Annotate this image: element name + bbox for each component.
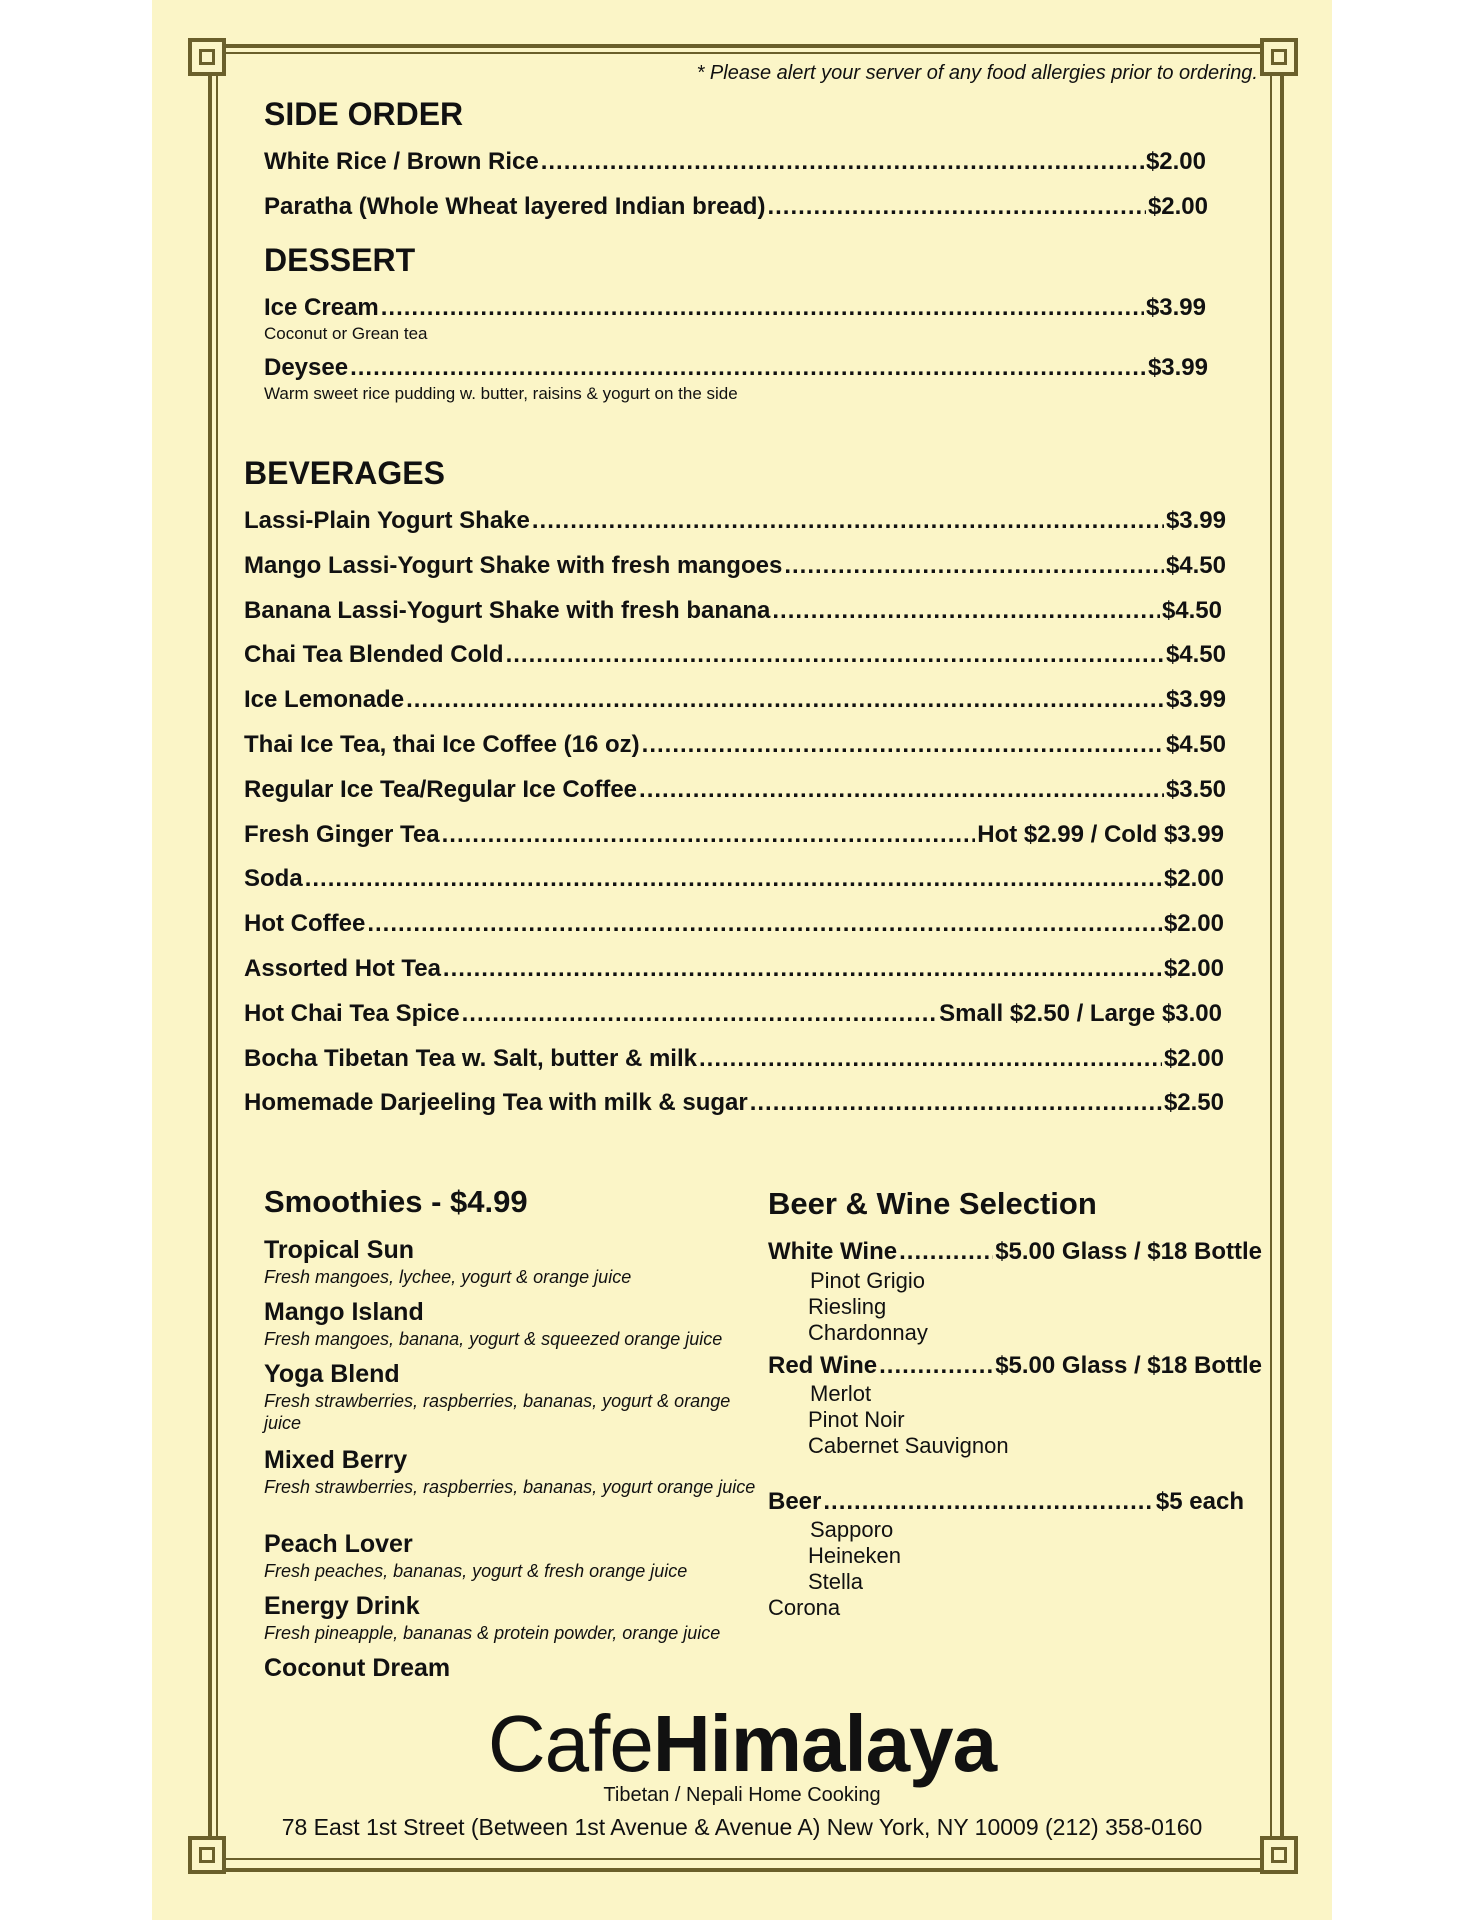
item-price: Hot $2.99 / Cold $3.99	[977, 820, 1224, 848]
smoothie-description: Fresh peaches, bananas, yogurt & fresh orange juice	[264, 1561, 688, 1581]
item-price: $2.00	[1147, 193, 1208, 220]
wine-item: Riesling	[808, 1294, 887, 1319]
item-name: Fresh Ginger Tea	[244, 820, 440, 848]
beverage-row	[244, 1000, 1222, 1028]
smoothie-description: Fresh pineapple, bananas & protein powder, orange juice	[264, 1623, 721, 1643]
beverage-row	[244, 821, 1224, 849]
beer-row	[768, 1488, 1244, 1516]
menu-item-row	[264, 148, 1206, 176]
beer-wine-title: Beer & Wine Selection	[768, 1186, 1097, 1221]
wine-item: Pinot Grigio	[810, 1268, 925, 1293]
item-name: Beer	[768, 1488, 822, 1515]
smoothie-name: Mixed Berry	[264, 1446, 408, 1474]
item-price: Small $2.50 / Large $3.00	[939, 999, 1222, 1027]
menu-item-row	[264, 354, 1208, 382]
beverage-row	[244, 597, 1222, 625]
dot-leader	[541, 148, 1144, 176]
beverage-row	[244, 1089, 1224, 1117]
beverage-row	[244, 1045, 1224, 1073]
dot-leader	[767, 193, 1146, 221]
item-price: $3.99	[1147, 354, 1208, 381]
item-name: Red Wine	[768, 1352, 878, 1379]
item-name: White Rice / Brown Rice	[264, 148, 539, 175]
item-name: Regular Ice Tea/Regular Ice Coffee	[244, 775, 638, 803]
item-price: $2.00	[1163, 865, 1224, 893]
beverage-row	[244, 955, 1224, 983]
item-name: Assorted Hot Tea	[244, 955, 441, 982]
item-name: Hot Chai Tea Spice	[244, 999, 460, 1027]
menu-item-row	[264, 294, 1206, 322]
logo-bold-text: Himalaya	[652, 1699, 997, 1788]
menu-page	[152, 0, 1332, 1920]
dot-leader	[350, 354, 1146, 382]
dot-leader	[506, 641, 1164, 669]
item-price: $3.50	[1165, 775, 1226, 803]
wine-item: Pinot Noir	[808, 1407, 905, 1432]
dessert-title: DESSERT	[264, 242, 416, 278]
beverage-row	[244, 910, 1224, 938]
item-name: Hot Coffee	[244, 910, 366, 938]
dot-leader	[772, 597, 1160, 625]
beverage-row	[244, 641, 1226, 669]
item-price: $5.00 Glass / $18 Bottle	[995, 1352, 1262, 1379]
dot-leader	[367, 910, 1162, 938]
dot-leader	[784, 552, 1164, 580]
dot-leader	[406, 686, 1164, 714]
item-price: $5 each	[1155, 1488, 1244, 1515]
red-wine-row	[768, 1352, 1262, 1380]
dot-leader	[381, 294, 1144, 322]
item-price: $3.99	[1165, 507, 1226, 534]
smoothie-description: Fresh strawberries, raspberries, bananas, yogurt orange juice	[264, 1477, 756, 1497]
corner-ornament-top-left	[188, 38, 226, 76]
item-price: $4.50	[1165, 641, 1226, 669]
item-price: $2.00	[1163, 1044, 1224, 1072]
dot-leader	[823, 1488, 1154, 1516]
smoothie-name: Energy Drink	[264, 1592, 420, 1620]
item-name: Banana Lassi-Yogurt Shake with fresh banana	[244, 596, 771, 624]
dot-leader	[899, 1238, 993, 1266]
beverage-row	[244, 686, 1226, 714]
wine-item: Cabernet Sauvignon	[808, 1433, 1009, 1458]
item-name: Chai Tea Blended Cold	[244, 641, 504, 669]
corner-ornament-bottom-left	[188, 1836, 226, 1874]
white-wine-row	[768, 1238, 1262, 1266]
cafe-himalaya-logo	[152, 1698, 1332, 1790]
item-name: Soda	[244, 865, 303, 893]
corner-ornament-top-right	[1260, 38, 1298, 76]
item-price: $4.50	[1165, 731, 1226, 758]
beer-item: Heineken	[808, 1543, 901, 1568]
smoothie-name: Tropical Sun	[264, 1236, 415, 1264]
item-description: Warm sweet rice pudding w. butter, raisins & yogurt on the side	[264, 384, 738, 403]
item-description: Coconut or Grean tea	[264, 324, 428, 343]
menu-item-row	[264, 193, 1208, 221]
dot-leader	[532, 507, 1164, 535]
beer-item: Stella	[808, 1569, 864, 1594]
item-price: $4.50	[1161, 596, 1222, 624]
item-price: $5.00 Glass / $18 Bottle	[995, 1238, 1262, 1265]
item-price: $2.00	[1163, 955, 1224, 982]
item-name: White Wine	[768, 1238, 898, 1265]
item-name: Homemade Darjeeling Tea with milk & sugar	[244, 1089, 748, 1117]
dot-leader	[639, 776, 1164, 804]
item-name: Mango Lassi-Yogurt Shake with fresh mangoes	[244, 551, 783, 579]
dot-leader	[879, 1352, 993, 1380]
beer-item: Sapporo	[810, 1517, 894, 1542]
smoothie-name: Coconut Dream	[264, 1654, 451, 1682]
item-name: Bocha Tibetan Tea w. Salt, butter & milk	[244, 1044, 697, 1072]
dot-leader	[305, 865, 1162, 893]
side-order-title: SIDE ORDER	[264, 96, 464, 132]
item-price: $3.99	[1165, 686, 1226, 714]
item-name: Lassi-Plain Yogurt Shake	[244, 507, 530, 534]
dot-leader	[462, 1000, 938, 1028]
beverage-row	[244, 507, 1226, 535]
item-name: Ice Lemonade	[244, 686, 405, 714]
corner-ornament-bottom-right	[1260, 1836, 1298, 1874]
beverage-row	[244, 552, 1226, 580]
item-price: $3.99	[1145, 294, 1206, 321]
logo-light-text: Cafe	[487, 1699, 653, 1788]
dot-leader	[443, 955, 1162, 983]
allergy-note: * Please alert your server of any food allergies prior to ordering.	[696, 62, 1258, 84]
dot-leader	[699, 1045, 1162, 1073]
smoothie-description: Fresh strawberries, raspberries, bananas, yogurt & orange juice	[264, 1391, 731, 1433]
beverage-row	[244, 865, 1224, 893]
beer-item: Corona	[768, 1595, 841, 1620]
item-price: $2.50	[1163, 1089, 1224, 1117]
smoothies-title: Smoothies - $4.99	[264, 1184, 528, 1219]
beverage-row	[244, 776, 1226, 804]
smoothie-name: Yoga Blend	[264, 1360, 400, 1388]
item-name: Deysee	[264, 354, 349, 381]
smoothie-description: Fresh mangoes, banana, yogurt & squeezed orange juice	[264, 1329, 723, 1349]
address: 78 East 1st Street (Between 1st Avenue & Avenue A) New York, NY 10009 (212) 358-0160	[281, 1814, 1203, 1840]
item-price: $4.50	[1165, 551, 1226, 579]
item-name: Paratha (Whole Wheat layered Indian bread)	[264, 193, 766, 220]
smoothie-name: Peach Lover	[264, 1530, 413, 1558]
dot-leader	[442, 821, 976, 849]
item-price: $2.00	[1163, 910, 1224, 938]
smoothie-name: Mango Island	[264, 1298, 424, 1326]
smoothie-description: Fresh mangoes, lychee, yogurt & orange juice	[264, 1267, 632, 1287]
wine-item: Chardonnay	[808, 1320, 928, 1345]
wine-item: Merlot	[810, 1381, 872, 1406]
tagline: Tibetan / Nepali Home Cooking	[603, 1784, 881, 1806]
beverage-row	[244, 731, 1226, 759]
dot-leader	[750, 1089, 1162, 1117]
dot-leader	[642, 731, 1164, 759]
item-name: Ice Cream	[264, 294, 379, 321]
item-name: Thai Ice Tea, thai Ice Coffee (16 oz)	[244, 731, 640, 758]
beverages-title: BEVERAGES	[244, 455, 445, 491]
item-price: $2.00	[1145, 148, 1206, 175]
